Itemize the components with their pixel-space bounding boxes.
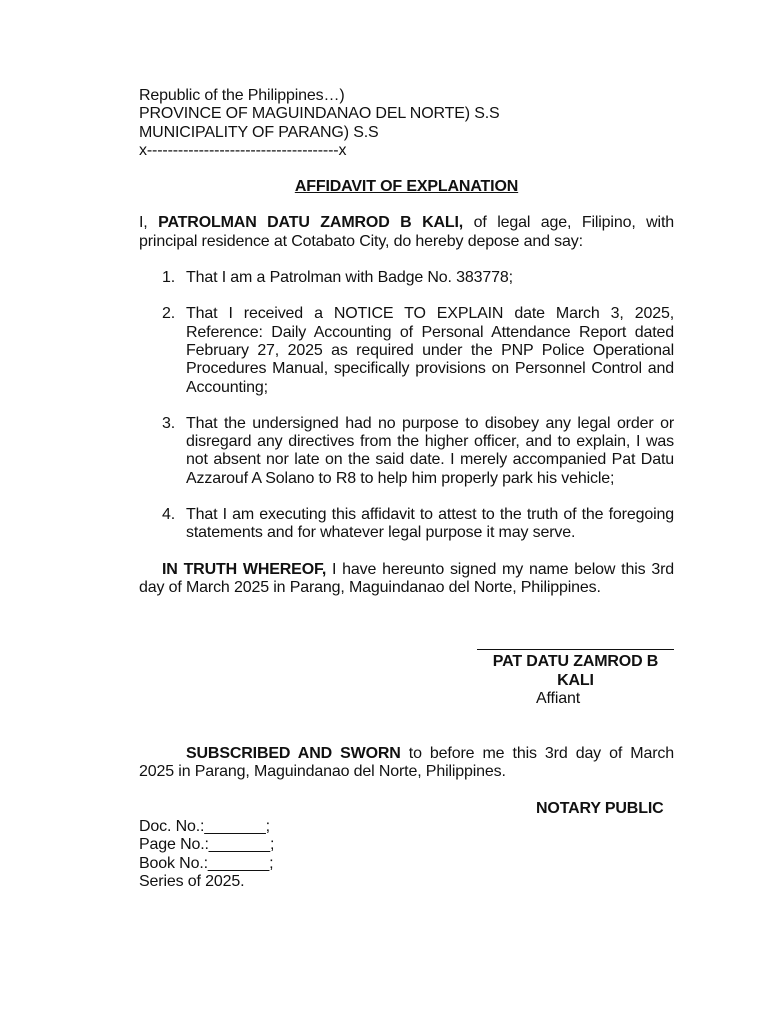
venue-header: [139, 87, 674, 160]
intro-prefix: I,: [139, 214, 159, 232]
header-province: PROVINCE OF MAGUINDANAO DEL NORTE) S.S: [139, 105, 500, 123]
signature-role: Affiant: [536, 689, 581, 707]
statement-item: [139, 415, 674, 488]
header-separator: x-------------------------------------x: [139, 141, 347, 159]
sworn-rest: to before me this 3rd day of March 2025 in Parang, Maguindanao del Norte, Philippines.: [139, 745, 674, 781]
notarial-register: [139, 818, 674, 891]
item-number: 4.: [162, 506, 176, 524]
page-number: Page No.:_______;: [139, 836, 275, 854]
item-text: That I am a Patrolman with Badge No. 383778;: [186, 269, 513, 287]
signature-line: [477, 649, 674, 652]
signature-block: [477, 649, 674, 708]
series-year: Series of 2025.: [139, 872, 245, 890]
sworn-lead: SUBSCRIBED AND SWORN: [186, 745, 401, 763]
statement-item: [139, 269, 674, 287]
intro-rest: of legal age, Filipino, with principal residence at Cotabato City, do hereby depose and say:: [139, 214, 675, 250]
statement-list: [139, 269, 674, 543]
truth-lead: IN TRUTH WHEREOF,: [162, 560, 327, 578]
item-number: 2.: [162, 305, 176, 323]
intro-paragraph: [139, 214, 674, 251]
truth-whereof-paragraph: [139, 561, 674, 598]
subscribed-sworn-paragraph: [139, 745, 674, 782]
statement-item: [139, 506, 674, 543]
item-text: That the undersigned had no purpose to disobey any legal order or disregard any directives from the higher officer, and to explain, I was not absent nor late on the said date. I merely accompanied Pat Datu Azzarouf A Solano to R8 to help him properly park his vehicle;: [186, 414, 674, 487]
notary-public-label: NOTARY PUBLIC: [536, 799, 664, 817]
doc-number: Doc. No.:_______;: [139, 818, 270, 836]
affiant-name: PATROLMAN DATU ZAMROD B KALI,: [158, 214, 464, 232]
document-title: AFFIDAVIT OF EXPLANATION: [294, 178, 519, 196]
truth-rest: I have hereunto signed my name below this 3rd day of March 2025 in Parang, Maguindanao del Norte, Philippines.: [139, 560, 674, 596]
item-text: That I am executing this affidavit to attest to the truth of the foregoing statements and for whatever legal purpose it may serve.: [186, 506, 674, 542]
signature-name: PAT DATU ZAMROD B KALI: [492, 653, 659, 689]
header-municipality: MUNICIPALITY OF PARANG) S.S: [139, 123, 379, 141]
item-number: 3.: [162, 414, 176, 432]
affidavit-page: [139, 87, 674, 891]
statement-item: [139, 305, 674, 396]
header-republic: Republic of the Philippines…): [139, 87, 345, 104]
item-number: 1.: [162, 269, 176, 287]
item-text: That I received a NOTICE TO EXPLAIN date March 3, 2025, Reference: Daily Accounting of Personal Attendance Report dated February 27, 2025 as required under the PNP Police Operational Procedures Manual, specifically provisions on Personnel Control and Accounting;: [186, 305, 674, 396]
book-number: Book No.:_______;: [139, 854, 274, 872]
